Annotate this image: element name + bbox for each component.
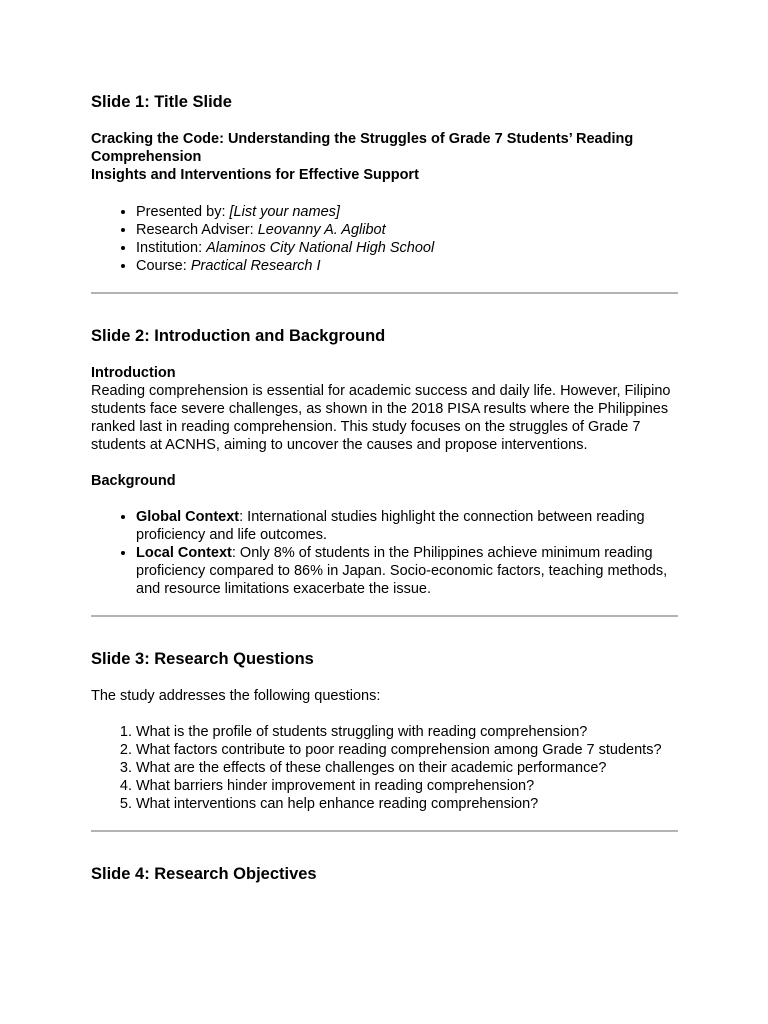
introduction-text: Reading comprehension is essential for academic success and daily life. However, Filipino students face severe challenges, as shown in the 2018 PISA results where the Philippines ranked last in reading comprehension. This study focuses on the struggles of Grade 7 students at ACNHS, aiming to uncover the causes and propose interventions. — [91, 383, 671, 453]
slide1-heading: Slide 1: Title Slide — [91, 93, 232, 111]
context-label: Global Context — [136, 509, 240, 525]
divider — [91, 830, 678, 832]
background-list — [91, 508, 678, 598]
list-item — [136, 508, 678, 544]
introduction-heading: Introduction — [91, 365, 176, 381]
detail-label: Research Adviser: — [136, 222, 258, 238]
context-label: Local Context — [136, 545, 232, 561]
list-item — [136, 221, 678, 239]
list-item: 5. What interventions can help enhance reading comprehension? — [136, 795, 678, 813]
detail-value: Alaminos City National High School — [206, 240, 435, 256]
background-heading: Background — [91, 473, 176, 489]
list-item — [136, 544, 678, 598]
detail-label: Institution: — [136, 240, 207, 256]
list-item: 1. What is the profile of students struggling with reading comprehension? — [136, 723, 678, 741]
slide1-details-list — [91, 203, 678, 275]
research-questions-list — [91, 723, 678, 813]
detail-label: Presented by: — [136, 204, 230, 220]
presentation-subtitle: Insights and Interventions for Effective Support — [91, 167, 419, 183]
slide1-title-block — [91, 130, 678, 184]
list-item: 4. What barriers hinder improvement in reading comprehension? — [136, 777, 678, 795]
slide4-heading: Slide 4: Research Objectives — [91, 865, 317, 883]
slide2-heading: Slide 2: Introduction and Background — [91, 327, 386, 345]
divider — [91, 615, 678, 617]
list-item — [136, 203, 678, 221]
detail-value: Practical Research I — [190, 258, 321, 274]
detail-value: Leovanny A. Aglibot — [257, 222, 386, 238]
slide3-heading: Slide 3: Research Questions — [91, 650, 314, 668]
list-item: 2. What factors contribute to poor reading comprehension among Grade 7 students? — [136, 741, 678, 759]
detail-value: [List your names] — [229, 204, 340, 220]
context-text: : Only 8% of students in the Philippines achieve minimum reading proficiency compared to 86% in Japan. Socio-economic factors, teaching methods, and resource limitations exacerbate the issue. — [136, 545, 668, 597]
presentation-title: Cracking the Code: Understanding the Struggles of Grade 7 Students’ Reading Comprehension — [91, 131, 634, 165]
detail-label: Course: — [136, 258, 191, 274]
list-item — [136, 239, 678, 257]
list-item — [136, 257, 678, 275]
list-item: 3. What are the effects of these challenges on their academic performance? — [136, 759, 678, 777]
context-text: : International studies highlight the connection between reading proficiency and life outcomes. — [136, 509, 645, 543]
divider — [91, 292, 678, 294]
questions-intro: The study addresses the following questions: — [91, 688, 381, 704]
